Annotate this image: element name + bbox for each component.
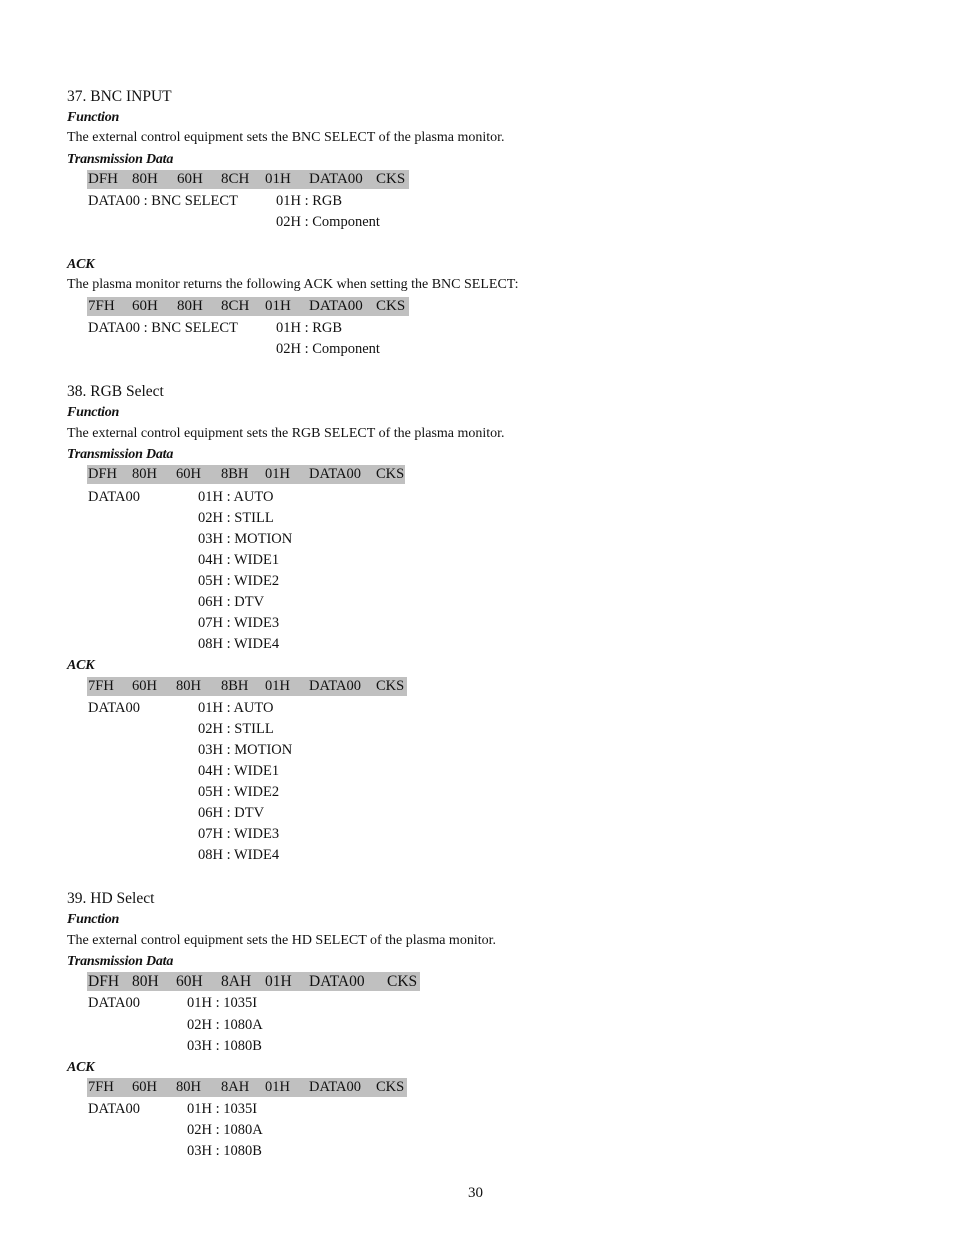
- data-value: 08H : WIDE4: [198, 636, 280, 652]
- command-cell: 60H: [176, 973, 203, 990]
- section-heading: 39. HD Select: [67, 890, 155, 907]
- command-cell: CKS: [376, 1079, 405, 1095]
- data-value: 01H : RGB: [276, 193, 343, 209]
- command-cell: DFH: [88, 973, 120, 990]
- command-cell: 80H: [132, 973, 159, 990]
- command-cell: CKS: [376, 466, 405, 482]
- command-cell: 8AH: [221, 1079, 250, 1095]
- data-value: 04H : WIDE1: [198, 763, 280, 779]
- ack-text: The plasma monitor returns the following ACK when setting the BNC SELECT:: [67, 277, 519, 292]
- command-cell: 01H: [265, 973, 292, 990]
- data-value: 03H : MOTION: [198, 742, 293, 758]
- command-cell: 80H: [176, 678, 201, 694]
- command-cell: 01H: [265, 466, 290, 482]
- command-cell: 60H: [132, 1079, 157, 1095]
- data-value: 01H : AUTO: [198, 700, 274, 716]
- command-cell: CKS: [387, 973, 418, 990]
- transmission-label: Transmission Data: [67, 447, 174, 462]
- ack-label: ACK: [67, 658, 95, 673]
- data-label: DATA00 : BNC SELECT: [88, 320, 238, 336]
- function-label: Function: [67, 405, 120, 420]
- data-label: DATA00 : BNC SELECT: [88, 193, 238, 209]
- command-cell: 8BH: [221, 466, 249, 482]
- command-cell: DATA00: [309, 678, 362, 694]
- function-text: The external control equipment sets the HD SELECT of the plasma monitor.: [67, 933, 496, 948]
- command-cell: 8CH: [221, 171, 250, 187]
- data-value: 02H : STILL: [198, 721, 274, 737]
- command-cell: 8AH: [221, 973, 252, 990]
- data-value: 07H : WIDE3: [198, 615, 280, 631]
- function-label: Function: [67, 912, 120, 927]
- data-value: 02H : 1080A: [187, 1017, 263, 1033]
- command-cell: DFH: [88, 171, 119, 187]
- command-cell: 01H: [265, 678, 290, 694]
- data-value: 01H : RGB: [276, 320, 343, 336]
- command-cell: 80H: [177, 298, 203, 314]
- command-cell: CKS: [376, 171, 406, 187]
- data-value: 04H : WIDE1: [198, 552, 280, 568]
- command-cell: 60H: [176, 466, 201, 482]
- data-value: 06H : DTV: [198, 594, 265, 610]
- data-label: DATA00: [88, 1101, 141, 1117]
- function-text: The external control equipment sets the BNC SELECT of the plasma monitor.: [67, 130, 505, 145]
- command-cell: 7FH: [88, 298, 115, 314]
- data-value: 07H : WIDE3: [198, 826, 280, 842]
- command-cell: 8BH: [221, 678, 249, 694]
- data-value: 01H : 1035I: [187, 1101, 258, 1117]
- data-value: 02H : 1080A: [187, 1122, 263, 1138]
- section-heading: 38. RGB Select: [67, 383, 164, 400]
- data-value: 08H : WIDE4: [198, 847, 280, 863]
- transmission-label: Transmission Data: [67, 954, 174, 969]
- ack-bar: [87, 677, 407, 696]
- ack-bar: [87, 1078, 407, 1097]
- data-value: 03H : MOTION: [198, 531, 293, 547]
- command-cell: DATA00: [309, 973, 365, 990]
- data-value: 05H : WIDE2: [198, 784, 280, 800]
- data-value: 03H : 1080B: [187, 1038, 262, 1054]
- function-label: Function: [67, 110, 120, 125]
- command-cell: CKS: [376, 678, 405, 694]
- data-label: DATA00: [88, 700, 141, 716]
- data-value: 02H : Component: [276, 214, 380, 230]
- command-bar: [87, 170, 409, 189]
- section-heading: 37. BNC INPUT: [67, 88, 172, 105]
- command-cell: 80H: [132, 171, 158, 187]
- command-cell: 01H: [265, 1079, 290, 1095]
- data-label: DATA00: [88, 489, 141, 505]
- command-cell: 60H: [132, 678, 157, 694]
- data-value: 01H : AUTO: [198, 489, 274, 505]
- command-cell: 80H: [176, 1079, 201, 1095]
- ack-label: ACK: [67, 257, 95, 272]
- command-cell: 01H: [265, 298, 291, 314]
- ack-bar: [87, 297, 409, 316]
- command-cell: 8CH: [221, 298, 250, 314]
- command-cell: DATA00: [309, 1079, 362, 1095]
- command-cell: 7FH: [88, 678, 114, 694]
- command-cell: CKS: [376, 298, 406, 314]
- transmission-label: Transmission Data: [67, 152, 174, 167]
- data-value: 06H : DTV: [198, 805, 265, 821]
- command-cell: DATA00: [309, 466, 362, 482]
- function-text: The external control equipment sets the RGB SELECT of the plasma monitor.: [67, 426, 505, 441]
- data-value: 03H : 1080B: [187, 1143, 262, 1159]
- command-cell: 7FH: [88, 1079, 114, 1095]
- command-cell: DATA00: [309, 171, 363, 187]
- data-value: 02H : STILL: [198, 510, 274, 526]
- command-cell: DATA00: [309, 298, 363, 314]
- command-bar: [87, 972, 420, 991]
- command-bar: [87, 465, 405, 484]
- data-value: 05H : WIDE2: [198, 573, 280, 589]
- ack-label: ACK: [67, 1060, 95, 1075]
- command-cell: DFH: [88, 466, 118, 482]
- data-value: 02H : Component: [276, 341, 380, 357]
- command-cell: 01H: [265, 171, 291, 187]
- command-cell: 60H: [132, 298, 158, 314]
- command-cell: 60H: [177, 171, 203, 187]
- page-number: 30: [468, 1185, 483, 1201]
- data-label: DATA00: [88, 995, 141, 1011]
- data-value: 01H : 1035I: [187, 995, 258, 1011]
- command-cell: 80H: [132, 466, 157, 482]
